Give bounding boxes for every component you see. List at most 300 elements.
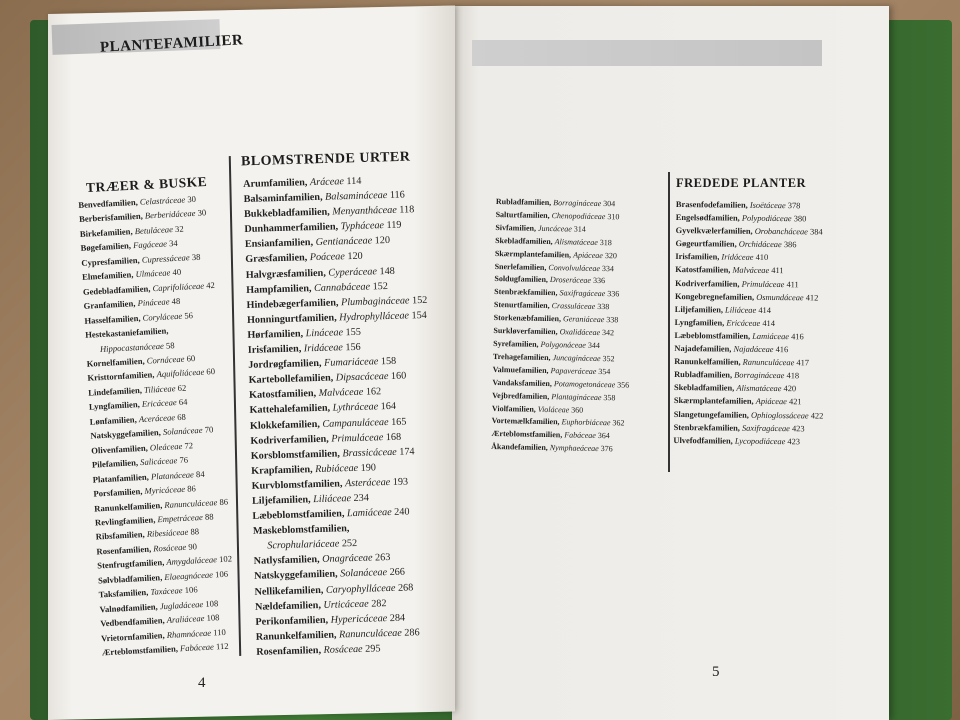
page-title: PLANTEFAMILIER [99,32,244,56]
family-name: Valmuefamilien, [492,364,549,375]
family-name: Ærteblomstfamilien, [491,429,563,440]
latin-name: Brassicáceae [342,446,397,460]
family-name: Kurvblomstfamilien, [251,478,343,492]
page-number-right: 5 [712,664,720,680]
page-ref: 60 [186,353,196,364]
latin-name: Juncagináceae [552,352,601,363]
family-name: Berberisfamilien, [78,211,144,225]
family-name: Vejbredfamilien, [492,390,550,401]
family-name: Irisfamilien, [675,252,720,262]
family-name: Rosenfamilien, [256,644,322,658]
family-name: Rubladfamilien, [674,370,733,380]
family-name: Natlysfamilien, [253,554,320,568]
page-ref: 152 [411,294,428,307]
family-name: Klokkefamilien, [249,418,320,432]
latin-name: Typháceae [340,220,385,233]
family-name: Soldugfamilien, [494,274,549,285]
family-name: Vandaksfamilien, [492,377,553,388]
latin-name: Lythráceae [332,401,379,414]
trees-list [78,190,252,660]
latin-name: Fabáceae [564,430,596,441]
page-ref: 84 [195,468,205,479]
latin-name: Hydrophylláceae [339,310,410,324]
latin-name: Isoëtáceae [749,200,786,211]
latin-name: Primuláceae [331,431,384,445]
page-ref: 110 [212,626,226,638]
latin-name: Elaeagnáceae [164,569,214,582]
latin-name: Urticáceae [323,598,369,611]
page-ref: 423 [791,423,805,433]
family-name: Arumfamilien, [243,177,308,190]
page-ref: 422 [810,410,824,421]
page-ref: 310 [607,212,620,222]
family-name: Lyngfamilien, [88,399,141,413]
page-ref: 156 [345,341,361,354]
family-name: Slangetungefamilien, [673,409,749,420]
family-name: Maskeblomstfamilien, [252,523,350,538]
family-name: Irisfamilien, [247,343,302,356]
family-name: Lyngfamilien, [674,317,725,328]
latin-name: Malváceae [732,266,770,276]
page-ref: 162 [365,386,382,398]
family-name: Stenbrækfamilien, [673,422,740,433]
family-name: Taksfamilien, [98,587,149,600]
latin-name: Euphorbiáceae [561,417,611,428]
latin-name: Orchidáceae [738,239,782,250]
family-name: Ærteblomstfamilien, [101,643,179,658]
family-name: Benvedfamilien, [78,196,138,210]
family-name: Skærmplantefamilien, [673,396,754,407]
latin-name: Aceráceae [138,412,176,424]
family-name: Revlingfamilien, [94,514,156,528]
family-name: Syrefamilien, [493,338,539,349]
latin-name: Scrophulariáceae [267,538,340,552]
latin-name: Aráceae [309,176,345,189]
page-ref: 334 [601,263,615,273]
page-ref: 410 [755,253,769,263]
family-name: Natskyggefamilien, [254,568,338,583]
page-ref: 168 [385,431,402,443]
family-name: Hindebægerfamilien, [246,297,339,311]
page-ref: 114 [346,175,362,188]
family-name: Salturtfamilien, [495,209,550,220]
latin-name: Oleáceae [149,440,183,453]
page-ref: 352 [602,353,615,364]
page-ref: 174 [399,446,415,458]
latin-name: Campanuláceae [322,416,389,430]
page-ref: 411 [786,279,799,289]
family-name: Birkefamilien, [79,226,133,239]
latin-name: Polypodiáceae [741,213,792,224]
family-name: Skærmplantefamilien, [494,248,572,260]
family-name: Jordrøgfamilien, [248,358,322,372]
family-name: Åkandefamilien, [491,442,548,453]
page-ref: 86 [219,496,229,507]
family-name: Rosenfamilien, [96,543,152,557]
page-ref: 356 [617,380,630,390]
family-name: Rubladfamilien, [495,196,552,208]
page-ref: 423 [787,436,801,446]
family-name: Elmefamilien, [81,269,134,283]
flowers-list [243,171,466,660]
page-ref: 64 [178,396,188,408]
page-ref: 88 [204,511,214,522]
page-ref: 106 [214,568,229,580]
page-ref: 416 [775,345,789,355]
family-name: Skebladfamilien, [673,383,735,393]
latin-name: Orobancháceae [754,227,808,237]
family-name: Bøgefamilien, [80,240,132,254]
latin-name: Chenopodiáceae [551,210,606,222]
page-ref: 336 [607,289,620,299]
page-ref: 286 [404,627,420,639]
latin-name: Violáceae [537,404,570,414]
family-name: Kodriverfamilien, [250,433,329,447]
latin-name: Ranunculáceae [164,496,218,510]
page-ref: 62 [177,382,187,393]
latin-name: Apiáceae [755,397,787,407]
page-ref: 108 [206,612,220,623]
page-ref: 411 [771,266,784,276]
latin-name: Potamogetonáceae [553,378,616,390]
latin-name: Droseráceae [549,275,592,286]
page-ref: 48 [171,295,181,307]
latin-name: Alismatáceae [554,236,598,247]
latin-name: Rosáceae [323,643,363,656]
family-name: Kartebollefamilien, [248,372,334,387]
family-name: Nellikefamilien, [254,584,324,598]
latin-name: Berberidáceae [144,208,196,221]
page-ref: 364 [597,431,610,441]
latin-name: Asteráceae [344,476,391,490]
latin-name: Primuláceae [741,279,785,289]
page-ref: 263 [374,552,391,564]
page-ref: 40 [172,266,182,278]
family-name: Ulvefodfamilien, [673,435,733,446]
latin-name: Ribesiáceae [146,527,189,540]
page-ref: 34 [168,238,178,249]
page-ref: 320 [604,250,617,260]
family-name: Liljefamilien, [674,304,724,315]
page-ref: 118 [399,204,415,216]
page-ref: 416 [791,332,804,342]
page-ref: 304 [603,199,616,209]
latin-name: Empetráceae [157,511,204,525]
page-ref: 160 [390,370,407,383]
page-ref: 148 [379,265,395,277]
page-ref: 158 [380,355,397,368]
page-ref: 56 [184,309,194,321]
family-name: Pilefamilien, [91,457,139,470]
page-ref: 336 [592,276,606,286]
latin-name: Lamiáceae [346,507,392,520]
latin-name: Rubiáceae [314,462,359,475]
family-name: Hampfamilien, [246,282,312,296]
family-name: Skebladfamilien, [495,235,553,246]
family-name: Liljefamilien, [251,494,311,507]
family-name: Perikonfamilien, [255,614,329,628]
latin-name: Ulmáceae [135,267,171,280]
page-ref: 152 [372,280,389,293]
page-ref: 108 [205,597,219,609]
latin-name: Ophioglossáceae [750,410,809,420]
page-ref: 344 [587,340,600,350]
page-ref: 354 [598,366,611,377]
latin-name: Ranunculáceae [338,627,402,641]
latin-name: Fabáceae [179,641,215,654]
family-name: Honningurtfamilien, [246,312,337,326]
latin-name: Ranunculáceae [742,357,795,368]
latin-name: Borragináceae [734,370,785,381]
family-name: Korsblomstfamilien, [250,448,341,462]
latin-name: Saxifragáceae [741,423,790,433]
latin-name: Polygonáceae [540,339,586,350]
page-ref: 378 [787,201,801,211]
header-band-right [472,40,822,66]
page-ref: 414 [758,305,771,315]
latin-name: Balsamináceae [324,190,388,203]
family-name: Valnødfamilien, [99,601,158,615]
family-name: Ranunkelfamilien, [255,629,337,643]
family-name: Vortemælkfamilien, [491,416,560,427]
family-name: Læbeblomstfamilien, [674,330,751,341]
page-ref: 380 [793,214,807,224]
latin-name: Betuláceae [134,223,174,236]
section-title-trees: TRÆER & BUSKE [85,173,208,196]
latin-name: Cupressáceae [141,252,190,265]
latin-name: Jugladáceae [159,598,204,611]
family-name: Kongebregnefamilien, [674,291,755,302]
latin-name: Hippocastanáceae [99,340,165,354]
latin-name: Plantagináceae [551,391,602,402]
page-ref: 295 [365,643,381,655]
latin-name: Platanáceae [150,468,195,482]
page-ref: 116 [389,189,405,201]
page-ref: 42 [205,279,216,291]
page-ref: 120 [374,235,391,247]
page-ref: 234 [353,492,370,505]
page-ref: 266 [389,567,406,579]
page-ref: 417 [796,358,810,368]
page-ref: 58 [165,339,175,351]
family-name: Nældefamilien, [254,599,322,613]
latin-name: Saxifragáceae [559,288,606,299]
latin-name: Nymphaeáceae [549,443,599,454]
family-name: Vrietornfamilien, [100,629,165,643]
family-name: Platanfamilien, [92,471,150,485]
latin-name: Lamiáceae [752,331,790,342]
page-ref: 414 [762,318,776,328]
family-name: Kornelfamilien, [86,355,145,369]
page-ref: 284 [389,612,406,624]
family-name: Kristtornfamilien, [87,369,155,384]
section-title-protected: FREDEDE PLANTER [676,176,807,190]
page-ref: 386 [783,240,797,250]
family-name: Engelsødfamilien, [675,213,740,223]
family-name: Brasenfodefamilien, [675,199,748,210]
family-name: Stenurtfamilien, [493,300,550,311]
latin-name: Onagráceae [322,552,373,566]
page-ref: 90 [188,541,198,552]
family-name: Granfamilien, [83,298,136,312]
page-ref: 314 [573,224,586,234]
page-ref: 420 [783,384,797,394]
family-name: Snerlefamilien, [494,261,547,272]
page-ref: 102 [218,553,233,565]
page-ref: 88 [190,526,200,537]
page-ref: 119 [386,219,402,232]
family-name: Dunhammerfamilien, [244,221,339,236]
latin-name: Aquifoliáceae [156,367,205,380]
latin-name: Iridáceae [303,342,344,355]
family-name: Hestekastaniefamilien, [84,325,169,340]
family-name: Lindefamilien, [87,384,143,398]
family-name: Sivfamilien, [495,222,537,233]
page-ref: 421 [788,397,802,407]
page-ref: 193 [392,476,409,488]
family-name: Halvgræsfamilien, [245,267,326,281]
family-name: Balsaminfamilien, [243,191,323,206]
latin-name: Papaveráceae [550,365,597,376]
page-ref: 384 [809,227,823,237]
family-name: Storkenæbfamilien, [493,313,562,324]
family-name: Ranunkelfamilien, [674,357,741,367]
family-name: Ribsfamilien, [95,529,145,542]
family-name: Stenfrugtfamilien, [97,557,165,571]
page-ref: 362 [612,418,625,428]
family-name: Najadefamilien, [674,344,732,354]
latin-name: Araliáceae [166,613,205,626]
family-name: Sølvbladfamilien, [97,571,163,586]
family-name: Surkløverfamilien, [493,326,558,337]
flowers-continued-list [491,196,676,458]
section-title-flowers: BLOMSTRENDE URTER [240,149,411,170]
latin-name: Gentianáceae [315,235,373,249]
page-ref: 360 [571,404,584,415]
page-ref: 338 [606,315,619,325]
family-name: Bukkebladfamilien, [243,206,330,221]
page-ref: 240 [394,506,410,518]
family-name: Kodriverfamilien, [675,278,740,289]
latin-name: Cornáceae [146,353,185,366]
family-name: Olivenfamilien, [90,442,148,456]
page-ref: 68 [176,411,187,422]
page-ref: 342 [601,328,615,338]
latin-name: Liliáceae [313,493,352,506]
page-ref: 376 [600,444,613,454]
latin-name: Apiáceae [573,250,603,260]
page-ref: 86 [186,483,197,494]
latin-name: Rosáceae [153,541,187,554]
family-name: Trehagefamilien, [492,351,551,362]
page-ref: 38 [191,251,201,262]
family-name: Cypresfamilien, [81,254,140,268]
family-name: Porsfamilien, [93,486,143,499]
latin-name: Oxalidáceae [559,327,601,338]
latin-name: Poáceae [309,251,346,264]
family-name: Natskyggefamilien, [90,427,162,441]
page-ref: 30 [197,207,207,219]
page-ref: 338 [597,302,610,312]
latin-name: Dipsacáceae [335,371,389,384]
family-name: Krapfamilien, [251,463,313,477]
page-ref: 165 [390,416,407,428]
latin-name: Coryláceae [142,310,183,323]
family-name: Lønfamilien, [89,414,137,427]
page-ref: 412 [805,293,819,303]
latin-name: Najadáceae [733,344,774,355]
family-name: Vedbendfamilien, [100,615,165,629]
latin-name: Caryophylláceae [325,582,396,596]
latin-name: Borragináceae [553,198,602,209]
latin-name: Menyantháceae [332,204,397,218]
column-divider-right [668,172,670,472]
page-ref: 318 [599,237,612,247]
family-name: Kattehalefamilien, [249,403,331,417]
family-name: Stenbrækfamilien, [494,287,558,298]
page-ref: 30 [187,193,197,205]
family-name: Katostfamilien, [248,388,317,402]
latin-name: Salicáceae [139,455,178,468]
page-ref: 60 [206,366,216,377]
latin-name: Liliáceae [725,305,757,315]
latin-name: Juncáceae [537,223,572,234]
page-ref: 76 [179,454,189,466]
family-name: Ensianfamilien, [244,237,314,251]
latin-name: Ericáceae [141,397,177,410]
protected-item [673,434,873,449]
family-name: Katostfamilien, [675,265,731,276]
latin-name: Cannabáceae [313,281,371,294]
latin-name: Fumariáceae [323,356,379,369]
latin-name: Plumbagináceae [340,295,410,309]
latin-name: Malváceae [318,387,364,400]
latin-name: Solanáceae [340,567,388,580]
latin-name: Geraniáceae [562,314,605,325]
family-name: Hasselfamilien, [84,312,141,326]
page-ref: 252 [341,538,358,550]
family-name: Gøgeurtfamilien, [675,239,737,249]
page-ref: 154 [411,309,427,322]
family-name: Hørfamilien, [247,328,304,341]
family-name: Læbeblomstfamilien, [252,508,345,522]
latin-name: Hypericáceae [330,612,388,626]
page-ref: 268 [397,581,414,594]
protected-list [673,198,876,449]
latin-name: Osmundáceae [756,292,804,302]
page-ref: 32 [174,223,184,234]
latin-name: Lycopodiáceae [734,436,786,446]
family-name: Violfamilien, [491,403,536,414]
page-ref: 155 [345,326,362,339]
page-ref: 358 [603,392,616,402]
page-number-left: 4 [198,675,206,691]
latin-name: Myricáceae [144,483,186,496]
page-ref: 70 [204,424,214,435]
latin-name: Tiliáceae [143,383,176,395]
latin-name: Iridáceae [721,252,754,263]
latin-name: Solanáceae [162,425,203,438]
latin-name: Cyperáceae [328,265,378,279]
latin-name: Lináceae [305,327,344,340]
page-ref: 282 [371,597,387,610]
latin-name: Fagáceae [132,238,168,251]
latin-name: Alismatáceae [736,383,782,394]
page-ref: 106 [184,584,198,596]
family-name: Gyvelkvælerfamilien, [675,226,753,236]
latin-name: Rhamnáceae [166,627,212,640]
latin-name: Pináceae [137,296,170,309]
